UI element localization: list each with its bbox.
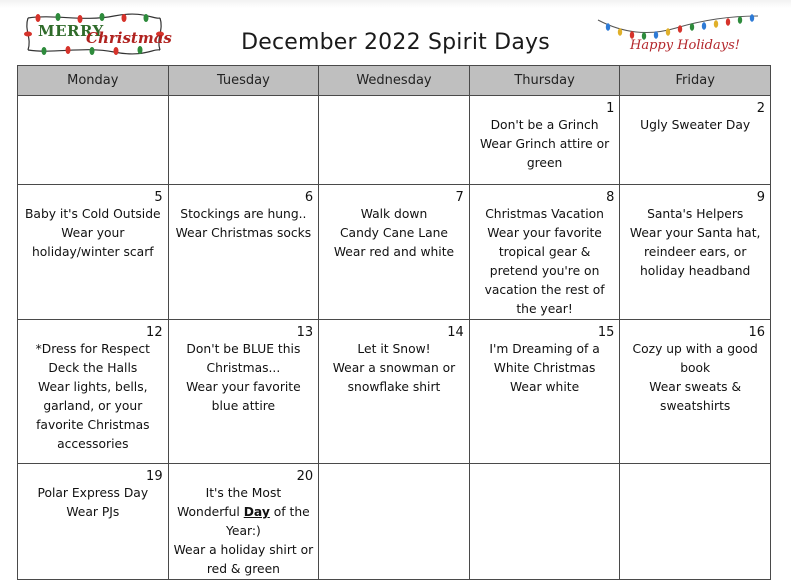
spirit-theme: Christmas Vacation [485,207,604,221]
spirit-instruction: Wear a snowman or snowflake shirt [332,361,456,394]
weekday-header: Tuesday [168,66,319,96]
spirit-instruction: Wear white [509,380,580,394]
day-number: 5 [154,190,163,205]
day-number: 20 [296,469,314,484]
spirit-instruction: Wear your favorite tropical gear & pretend you're on vacation the rest of the year! [484,226,605,316]
spirit-days-calendar [17,65,771,580]
spirit-instruction: Wear a holiday shirt or red & green [173,543,314,576]
day-cell [18,96,169,185]
spirit-theme: Don't be a Grinch [490,118,599,132]
day-number [18,96,168,116]
spirit-instruction: Wear your Santa hat, reindeer ears, or holiday headband [629,226,761,278]
day-cell [168,96,319,185]
day-number: 14 [447,325,464,340]
spirit-theme: Candy Cane Lane [339,226,448,240]
weekday-header: Friday [620,66,771,96]
day-cell [469,464,620,580]
spirit-theme: Baby it's Cold Outside [24,207,161,221]
happy-holidays-text: Happy Holidays! [630,38,740,53]
day-number: 15 [597,325,615,340]
spirit-theme: Cozy up with a good book [632,342,758,375]
logo-merry-word: MERRY [38,22,104,40]
spirit-theme: Don't be BLUE this Christmas... [186,342,301,375]
day-number: 12 [146,325,163,340]
spirit-instruction: Wear Grinch attire or green [479,137,610,170]
spirit-note: *Dress for Respect [35,342,151,356]
day-cell [469,185,620,320]
weekday-header: Monday [18,66,169,96]
day-number: 9 [756,190,765,205]
spirit-theme: Walk down [360,207,428,221]
day-cell [168,464,319,580]
day-number: 16 [748,325,765,340]
spirit-theme: I'm Dreaming of a White Christmas [489,342,600,375]
weekday-header: Thursday [469,66,620,96]
spirit-instruction: Wear lights, bells, garland, or your favorite Christmas accessories [36,380,150,451]
day-number [470,464,620,484]
weekday-header: Wednesday [319,66,470,96]
week-row [18,185,771,320]
day-cell [620,185,771,320]
day-number [319,464,469,484]
day-number: 1 [606,101,615,116]
week-row [18,96,771,185]
day-cell [319,185,470,320]
spirit-theme: Deck the Halls [48,361,138,375]
day-number: 6 [304,190,314,205]
day-number [620,464,770,484]
day-number [319,96,469,116]
week-row [18,464,771,580]
spirit-instruction: Wear PJs [66,505,120,519]
day-cell [620,96,771,185]
day-cell [620,320,771,464]
spirit-instruction: Wear red and white [333,245,455,259]
spirit-instruction: Wear Christmas socks [175,226,312,240]
spirit-theme: Ugly Sweater Day [640,118,751,132]
day-cell [469,320,620,464]
day-cell [620,464,771,580]
day-number [169,96,319,116]
day-cell [469,96,620,185]
day-number: 13 [296,325,314,340]
page-title: December 2022 Spirit Days [241,30,550,55]
day-cell [319,464,470,580]
weekday-header-row [18,66,771,96]
theme-after: of the Year:) [226,505,310,538]
spirit-theme: Polar Express Day [37,486,149,500]
spirit-instruction: Wear your favorite blue attire [186,380,301,413]
spirit-theme: Santa's Helpers [647,207,744,221]
logo-christmas-word: Christmas [86,29,172,47]
day-cell [168,185,319,320]
day-number: 19 [146,469,163,484]
day-number: 2 [756,101,765,116]
theme-emphasis: Day [243,505,270,519]
spirit-instruction: Wear sweats & sweatshirts [649,380,742,413]
day-cell [319,320,470,464]
day-cell [18,464,169,580]
day-cell [18,185,169,320]
spirit-theme: Stockings are hung.. [180,207,307,221]
day-cell [168,320,319,464]
spirit-theme [169,484,319,541]
day-cell [319,96,470,185]
happy-holidays-logo [596,10,760,60]
day-cell [18,320,169,464]
spirit-theme: Let it Snow! [357,342,431,356]
theme-before: It's the Most Wonderful [177,486,282,519]
day-number: 8 [606,190,615,205]
spirit-instruction: Wear your holiday/winter scarf [31,226,154,259]
day-number: 7 [455,190,464,205]
week-row [18,320,771,464]
calendar-body [18,96,771,580]
